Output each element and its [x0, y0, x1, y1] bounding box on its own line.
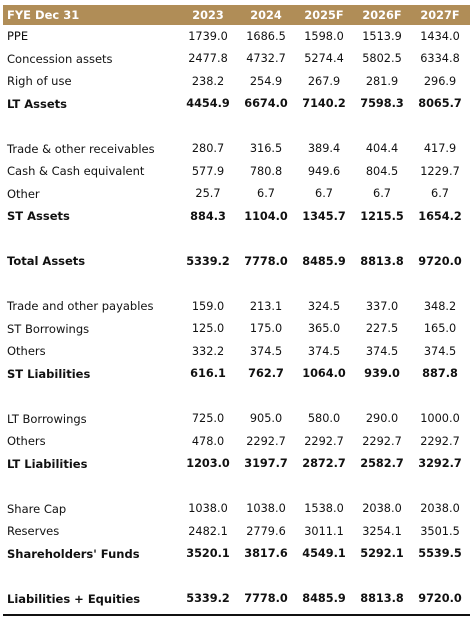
value-cell: 374.5 [365, 344, 399, 358]
row-spacer [3, 475, 470, 498]
value-cell: 5274.4 [304, 52, 344, 66]
value-cell: 1654.2 [418, 209, 462, 223]
row-label: Reserves [7, 524, 60, 539]
value-cell: 5339.2 [186, 592, 230, 606]
value-cell: 1203.0 [186, 457, 230, 471]
subtotal-row [3, 543, 470, 566]
value-cell: 337.0 [365, 299, 399, 313]
bottom-rule [3, 614, 470, 616]
value-cell: 1215.5 [360, 209, 404, 223]
row-label: Trade and other payables [7, 299, 154, 314]
value-cell: 3254.1 [362, 524, 402, 538]
value-cell: 5339.2 [186, 254, 230, 268]
value-cell: 7778.0 [244, 592, 288, 606]
table-row [3, 138, 470, 161]
value-cell: 577.9 [191, 164, 225, 178]
table-header [3, 5, 470, 25]
value-cell: 1434.0 [420, 29, 460, 43]
subtotal-row [3, 588, 470, 611]
value-cell: 949.6 [307, 164, 341, 178]
value-cell: 1104.0 [244, 209, 288, 223]
row-label: ST Borrowings [7, 321, 90, 336]
value-cell: 6674.0 [244, 97, 288, 111]
row-label: Concession assets [7, 51, 113, 66]
value-cell: 6334.8 [420, 52, 460, 66]
value-cell: 762.7 [248, 367, 284, 381]
value-cell: 1064.0 [302, 367, 346, 381]
value-cell: 175.0 [249, 322, 283, 336]
table-row [3, 408, 470, 431]
value-cell: 1598.0 [304, 29, 344, 43]
value-cell: 348.2 [423, 299, 457, 313]
value-cell: 227.5 [365, 322, 399, 336]
value-cell: 324.5 [307, 299, 341, 313]
value-cell: 2779.6 [246, 524, 286, 538]
value-cell: 2482.1 [188, 524, 228, 538]
value-cell: 9720.0 [418, 592, 462, 606]
value-cell: 1229.7 [420, 164, 460, 178]
value-cell: 8485.9 [302, 592, 346, 606]
row-spacer [3, 565, 470, 588]
value-cell: 267.9 [307, 74, 341, 88]
row-label: Share Cap [7, 501, 67, 516]
value-cell: 2292.7 [362, 434, 402, 448]
value-cell: 389.4 [307, 142, 341, 156]
table-row [3, 498, 470, 521]
table-row [3, 25, 470, 48]
value-cell: 2038.0 [362, 502, 402, 516]
header-year: 2027F [420, 8, 460, 22]
table-row [3, 295, 470, 318]
value-cell: 374.5 [249, 344, 283, 358]
value-cell: 365.0 [307, 322, 341, 336]
value-cell: 125.0 [191, 322, 225, 336]
value-cell: 2582.7 [360, 457, 404, 471]
row-label: Cash & Cash equivalent [7, 164, 145, 179]
value-cell: 5802.5 [362, 52, 402, 66]
value-cell: 6.7 [315, 187, 333, 201]
value-cell: 8065.7 [418, 97, 462, 111]
value-cell: 8813.8 [360, 592, 404, 606]
value-cell: 5292.1 [360, 547, 404, 561]
value-cell: 213.1 [249, 299, 283, 313]
row-label: Shareholders' Funds [7, 546, 140, 561]
value-cell: 884.3 [190, 209, 226, 223]
value-cell: 887.8 [422, 367, 458, 381]
value-cell: 8485.9 [302, 254, 346, 268]
row-spacer [3, 228, 470, 251]
value-cell: 5539.5 [418, 547, 462, 561]
subtotal-row [3, 250, 470, 273]
value-cell: 4454.9 [186, 97, 230, 111]
row-label: Liabilities + Equities [7, 591, 141, 606]
header-label: FYE Dec 31 [7, 8, 80, 22]
row-label: Other [7, 186, 40, 201]
table-row [3, 430, 470, 453]
value-cell: 905.0 [249, 412, 283, 426]
value-cell: 1686.5 [246, 29, 286, 43]
balance-sheet-table [3, 5, 470, 616]
header-year: 2026F [362, 8, 402, 22]
table-row [3, 318, 470, 341]
value-cell: 3501.5 [420, 524, 460, 538]
value-cell: 1345.7 [302, 209, 346, 223]
value-cell: 3011.1 [304, 524, 344, 538]
value-cell: 296.9 [423, 74, 457, 88]
value-cell: 6.7 [257, 187, 275, 201]
value-cell: 2292.7 [420, 434, 460, 448]
table-row [3, 160, 470, 183]
value-cell: 1739.0 [188, 29, 228, 43]
value-cell: 1038.0 [188, 502, 228, 516]
value-cell: 280.7 [191, 142, 225, 156]
row-label: Trade & other receivables [7, 141, 155, 156]
value-cell: 725.0 [191, 412, 225, 426]
value-cell: 281.9 [365, 74, 399, 88]
value-cell: 804.5 [365, 164, 399, 178]
value-cell: 580.0 [307, 412, 341, 426]
row-label: Others [7, 434, 46, 449]
table-row [3, 70, 470, 93]
value-cell: 332.2 [191, 344, 225, 358]
subtotal-row [3, 453, 470, 476]
value-cell: 238.2 [191, 74, 225, 88]
value-cell: 616.1 [190, 367, 226, 381]
value-cell: 9720.0 [418, 254, 462, 268]
row-spacer [3, 273, 470, 296]
row-label: LT Borrowings [7, 411, 87, 426]
row-label: Total Assets [7, 254, 86, 269]
value-cell: 2477.8 [188, 52, 228, 66]
value-cell: 404.4 [365, 142, 399, 156]
value-cell: 316.5 [249, 142, 283, 156]
value-cell: 7140.2 [302, 97, 346, 111]
value-cell: 2038.0 [420, 502, 460, 516]
value-cell: 8813.8 [360, 254, 404, 268]
row-label: PPE [7, 29, 29, 44]
value-cell: 254.9 [249, 74, 283, 88]
value-cell: 2292.7 [246, 434, 286, 448]
value-cell: 478.0 [191, 434, 225, 448]
value-cell: 25.7 [195, 187, 221, 201]
value-cell: 2292.7 [304, 434, 344, 448]
value-cell: 1538.0 [304, 502, 344, 516]
value-cell: 159.0 [191, 299, 225, 313]
table-row [3, 183, 470, 206]
value-cell: 2872.7 [302, 457, 346, 471]
value-cell: 3197.7 [244, 457, 288, 471]
value-cell: 374.5 [307, 344, 341, 358]
value-cell: 6.7 [431, 187, 449, 201]
table-row [3, 340, 470, 363]
value-cell: 939.0 [364, 367, 400, 381]
value-cell: 780.8 [249, 164, 283, 178]
row-label: LT Liabilities [7, 456, 88, 471]
row-label: ST Assets [7, 209, 70, 224]
value-cell: 4732.7 [246, 52, 286, 66]
row-label: LT Assets [7, 96, 68, 111]
value-cell: 7598.3 [360, 97, 404, 111]
table-row [3, 520, 470, 543]
row-spacer [3, 385, 470, 408]
subtotal-row [3, 205, 470, 228]
value-cell: 7778.0 [244, 254, 288, 268]
value-cell: 290.0 [365, 412, 399, 426]
table-body [3, 25, 470, 610]
value-cell: 374.5 [423, 344, 457, 358]
value-cell: 3817.6 [244, 547, 288, 561]
value-cell: 6.7 [373, 187, 391, 201]
table-row [3, 48, 470, 71]
value-cell: 4549.1 [302, 547, 346, 561]
header-year: 2025F [304, 8, 344, 22]
value-cell: 165.0 [423, 322, 457, 336]
value-cell: 417.9 [423, 142, 457, 156]
value-cell: 1038.0 [246, 502, 286, 516]
header-year: 2023 [192, 8, 224, 22]
value-cell: 1000.0 [420, 412, 460, 426]
value-cell: 1513.9 [362, 29, 402, 43]
row-label: Righ of use [7, 74, 72, 89]
row-spacer [3, 115, 470, 138]
subtotal-row [3, 363, 470, 386]
header-year: 2024 [250, 8, 282, 22]
value-cell: 3520.1 [186, 547, 230, 561]
value-cell: 3292.7 [418, 457, 462, 471]
subtotal-row [3, 93, 470, 116]
row-label: ST Liabilities [7, 366, 91, 381]
row-label: Others [7, 344, 46, 359]
